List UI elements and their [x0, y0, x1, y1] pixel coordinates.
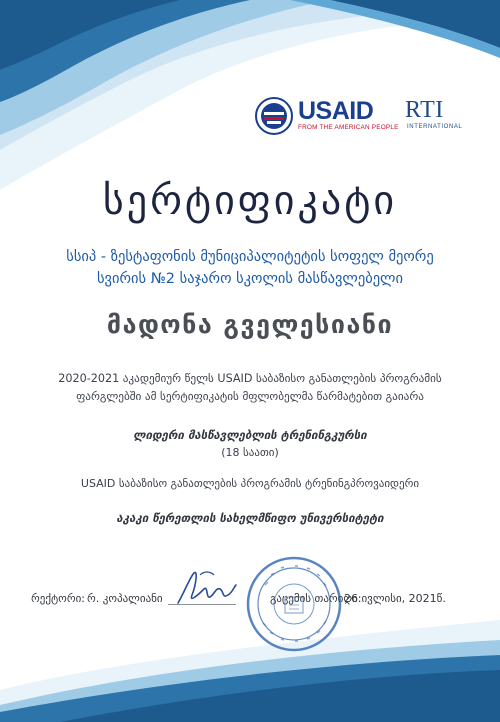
- rector-name: რ. კოპალიანი: [87, 592, 163, 605]
- rti-logo-subtext: INTERNATIONAL: [407, 124, 463, 130]
- rector-signature-icon: [170, 565, 240, 615]
- logo-bar: [255, 97, 485, 137]
- recipient-name: მადონა გველესიანი: [106, 310, 394, 339]
- usaid-tagline: FROM THE AMERICAN PEOPLE: [298, 124, 399, 131]
- rti-logo-text: RTI: [405, 97, 444, 123]
- subtitle-line-2: სვირის №2 საჯარო სკოლის მასწავლებელი: [96, 271, 403, 287]
- statement-line-1: 2020-2021 აკადემიურ წელს USAID საბაზისო განათლების პროგრამის: [58, 372, 442, 385]
- subtitle-line-1: სსიპ - ზესტაფონის მუნიციპალიტეტის სოფელ მეორე: [66, 249, 434, 265]
- recipient-position: [40, 246, 460, 290]
- usaid-seal-icon: [255, 97, 293, 135]
- issue-date: 26 ივლისი, 2021წ.: [344, 592, 446, 605]
- certificate-statement: [40, 370, 460, 406]
- rector-label: რექტორი:: [31, 592, 85, 605]
- provider-name: აკაკი წერეთლის სახელმწიფო უნივერსიტეტი: [116, 511, 384, 525]
- course-name: ლიდერი მასწავლებლის ტრენინგკურსი: [133, 428, 367, 442]
- provider-label: USAID საბაზისო განათლების პროგრამის ტრენინგპროვაიდერი: [80, 477, 420, 490]
- rti-logo: [405, 97, 483, 135]
- issue-date-label: გაცემის თარიღი:: [270, 592, 362, 605]
- signature-line: [168, 604, 236, 605]
- course-hours: (18 საათი): [221, 446, 279, 459]
- certificate-title: სერტიფიკატი: [102, 178, 398, 224]
- usaid-logo-text: USAID: [298, 97, 374, 125]
- statement-line-2: ფარგლებში ამ სერტიფიკატის მფლობელმა წარმატებით გაიარა: [76, 390, 424, 403]
